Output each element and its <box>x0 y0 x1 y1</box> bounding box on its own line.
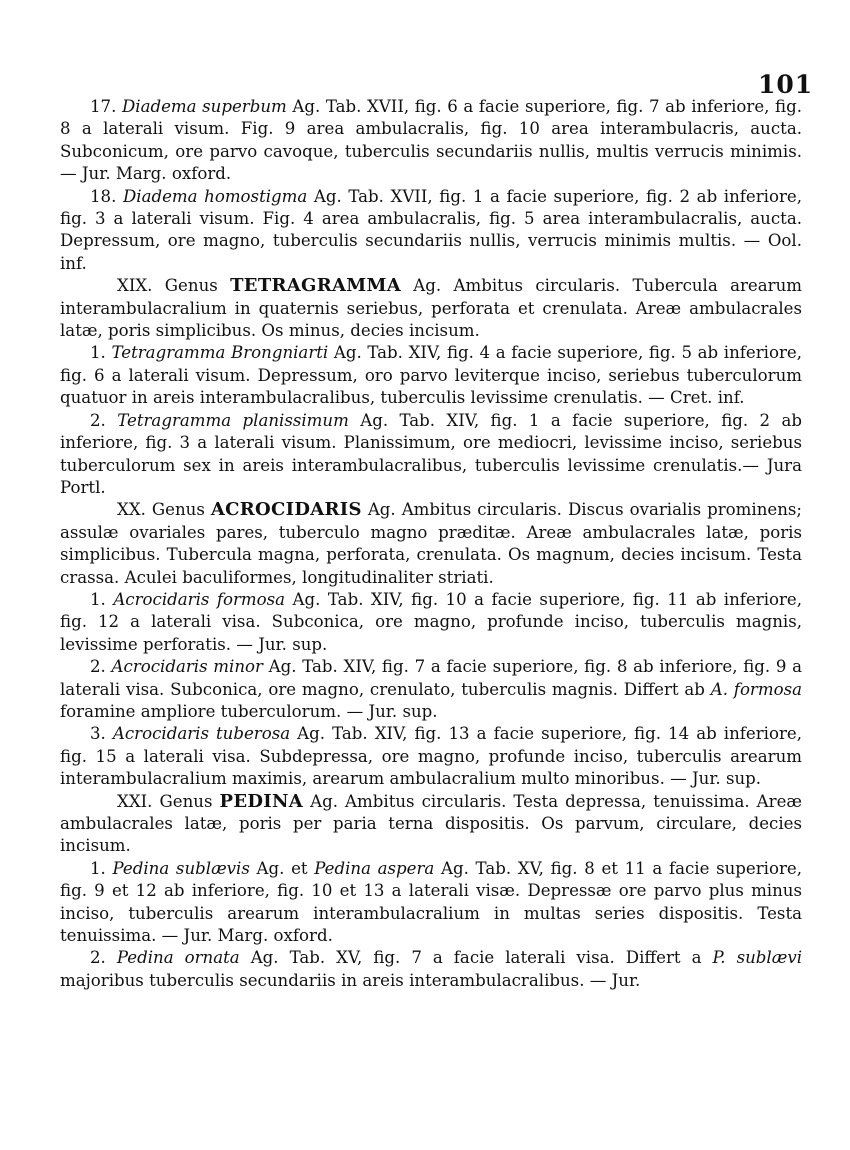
entry-text: Ag. Tab. XIV, fig. 1 a facie superiore, fig. 2 ab inferiore, fig. 3 a laterali visum. Planissimum, ore mediocri, levissime inciso, seriebus tuberculorum sex in areis interambulacralibus, tuberculis levissime crenulatis.— Jura Portl. <box>60 410 802 497</box>
genus-label: Genus <box>152 276 231 296</box>
entry-number: 1. <box>90 858 106 878</box>
genus-name: PEDINA <box>219 790 304 812</box>
genus-tetragramma <box>60 275 802 342</box>
genus-acrocidaris <box>60 499 802 589</box>
entry-text-continued: foramine ampliore tuberculorum. — Jur. sup. <box>60 701 438 721</box>
entry-text: Ag. Tab. XVII, fig. 1 a facie superiore, fig. 2 ab inferiore, fig. 3 a laterali visum. Fig. 4 area ambulacralis, fig. 5 area interambulacralis, aucta. Depressum, ore magno, tuberculis secundariis nullis, verrucis minimis multis. — Ool. inf. <box>60 186 802 273</box>
species-name: Pedina sublævis <box>112 858 250 878</box>
species-name: Diadema superbum <box>121 97 287 116</box>
genus-name: TETRAGRAMMA <box>230 275 401 297</box>
entry-text-continued: majoribus tuberculis secundariis in areis interambulacralibus. — Jur. <box>60 970 641 990</box>
entry-tetragramma-planissimum <box>60 410 802 500</box>
entry-number: 17. <box>90 97 117 116</box>
entry-text: Ag. Tab. XV, fig. 7 a facie laterali visa. Differt a <box>239 948 713 968</box>
genus-label: Genus <box>152 791 220 811</box>
genus-number: XIX. <box>117 276 153 296</box>
entry-text: Ag. et <box>249 858 315 878</box>
entry-acrocidaris-minor <box>60 656 802 723</box>
page-body <box>60 96 802 992</box>
entry-number: 1. <box>90 343 106 363</box>
species-name: Acrocidaris minor <box>111 657 263 677</box>
entry-acrocidaris-formosa <box>60 589 802 656</box>
entry-number: 3. <box>90 724 106 744</box>
species-reference: Pedina aspera <box>314 858 435 878</box>
genus-label: Genus <box>145 500 211 520</box>
species-reference: A. formosa <box>710 679 803 699</box>
entry-number: 2. <box>90 948 106 968</box>
page-number: 101 <box>758 70 814 99</box>
species-name: Diadema homostigma <box>122 186 308 206</box>
entry-text: Ag. Tab. XIV, fig. 13 a facie superiore, fig. 14 ab inferiore, fig. 15 a laterali visa. Subdepressa, ore magno, profunde inciso, tuberculis arearum interambulacralium maximis, arearum ambulacralium multo minoribus. — Jur. sup. <box>60 724 802 789</box>
entry-text: Ag. Tab. XVII, fig. 6 a facie superiore, fig. 7 ab inferiore, fig. 8 a laterali visum. Fig. 9 area ambulacralis, fig. 10 area interambulacris, aucta. Subconicum, ore parvo cavoque, tuberculis secundariis nullis, multis verrucis minimis. — Jur. Marg. oxford. <box>60 97 802 184</box>
genus-number: XX. <box>117 500 146 520</box>
entry-acrocidaris-tuberosa <box>60 723 802 790</box>
genus-name: ACROCIDARIS <box>210 499 362 521</box>
entry-diadema-superbum <box>60 96 802 186</box>
entry-tetragramma-brongniarti <box>60 342 802 409</box>
entry-diadema-homostigma <box>60 186 802 276</box>
genus-text: Ag. Ambitus circularis. Tubercula arearum interambulacralium in quaternis seriebus, perforata et crenulata. Areæ ambulacrales latæ, poris simplicibus. Os minus, decies incisum. <box>60 276 802 341</box>
species-name: Pedina ornata <box>116 948 240 968</box>
entry-text: Ag. Tab. XIV, fig. 4 a facie superiore, fig. 5 ab inferiore, fig. 6 a laterali visum. Depressum, oro parvo leviterque inciso, seriebus tuberculorum quatuor in areis interambulacralibus, tuberculis levissime crenulatis. — Cret. inf. <box>60 343 803 408</box>
entry-number: 2. <box>90 410 106 430</box>
genus-text: Ag. Ambitus circularis. Testa depressa, tenuissima. Areæ ambulacrales latæ, poris per paria terna dispositis. Os parvum, circulare, decies incisum. <box>60 791 802 856</box>
genus-number: XXI. <box>117 791 153 811</box>
species-reference: P. sublævi <box>712 948 802 968</box>
entry-number: 1. <box>90 589 106 609</box>
entry-text: Ag. Tab. XIV, fig. 7 a facie superiore, fig. 8 ab inferiore, fig. 9 a laterali visa. Subconica, ore magno, crenulato, tuberculis magnis. Differt ab <box>60 657 803 699</box>
entry-number: 2. <box>90 657 106 677</box>
entry-pedina-sublaevis <box>60 858 802 948</box>
species-name: Acrocidaris tuberosa <box>112 724 291 744</box>
species-name: Tetragramma planissimum <box>117 410 349 430</box>
entry-pedina-ornata <box>60 947 802 992</box>
species-name: Tetragramma Brongniarti <box>111 343 329 363</box>
entry-text: Ag. Tab. XIV, fig. 10 a facie superiore, fig. 11 ab inferiore, fig. 12 a laterali visa. Subconica, ore magno, profunde inciso, tuberculis magnis, levissime perforatis. — Jur. sup. <box>60 589 803 654</box>
entry-text-continued: Ag. Tab. XV, fig. 8 et 11 a facie superiore, fig. 9 et 12 ab inferiore, fig. 10 et 13 a laterali visæ. Depressæ ore parvo plus minus inciso, tuberculis arearum interambulacralium in multas series dispositis. Testa tenuissima. — Jur. Marg. oxford. <box>60 858 802 946</box>
genus-text: Ag. Ambitus circularis. Discus ovarialis prominens; assulæ ovariales pares, tuberculo magno præditæ. Areæ ambulacrales latæ, poris simplicibus. Tubercula magna, perforata, crenulata. Os magnum, decies incisum. Testa crassa. Aculei baculiformes, longitudinaliter striati. <box>60 500 802 587</box>
genus-pedina <box>60 791 802 858</box>
species-name: Acrocidaris formosa <box>113 589 286 609</box>
entry-number: 18. <box>90 186 117 206</box>
